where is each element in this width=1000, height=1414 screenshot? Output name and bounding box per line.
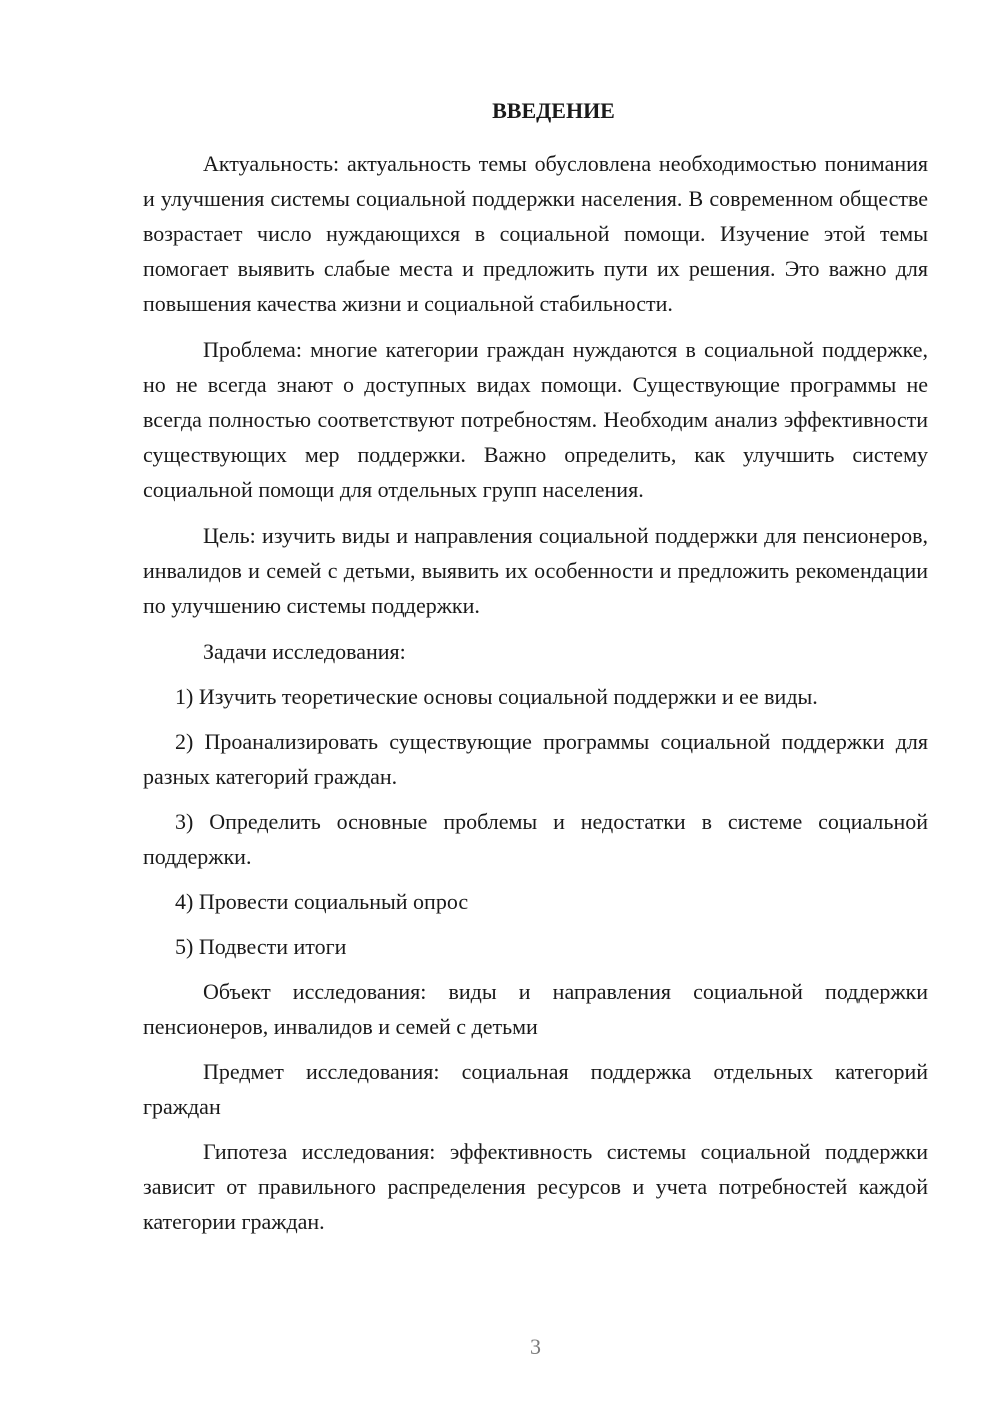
paragraph-relevance: Актуальность: актуальность темы обусловлена необходимостью понимания и улучшения системы социальной поддержки населения. В современном обществе возрастает число нуждающихся в социальной помощи. Изучение этой темы помогает выявить слабые места и предложить пути их решения. Это важно для повышения качества жизни и социальной стабильности. (143, 151, 928, 316)
page-number: 3 (530, 1334, 541, 1359)
task-item-1: 1) Изучить теоретические основы социальной поддержки и ее виды. (175, 684, 818, 709)
document-body (143, 96, 928, 1239)
paragraph-problem: Проблема: многие категории граждан нуждаются в социальной поддержке, но не всегда знают о доступных видах помощи. Существующие программы не всегда полностью соответствуют потребностям. Необходим анализ эффективности существующих мер поддержки. Важно определить, как улучшить систему социальной помощи для отдельных групп населения. (143, 337, 928, 502)
task-item-5: 5) Подвести итоги (175, 934, 347, 959)
section-heading: ВВЕДЕНИЕ (492, 98, 615, 123)
paragraph-goal: Цель: изучить виды и направления социальной поддержки для пенсионеров, инвалидов и семей с детьми, выявить их особенности и предложить рекомендации по улучшению системы поддержки. (143, 523, 928, 618)
task-item-2: 2) Проанализировать существующие программы социальной поддержки для разных категорий граждан. (143, 729, 928, 789)
task-item-3: 3) Определить основные проблемы и недостатки в системе социальной поддержки. (143, 809, 928, 869)
paragraph-hypothesis: Гипотеза исследования: эффективность системы социальной поддержки зависит от правильного распределения ресурсов и учета потребностей каждой категории граждан. (143, 1139, 928, 1234)
paragraph-object: Объект исследования: виды и направления социальной поддержки пенсионеров, инвалидов и семей с детьми (143, 979, 928, 1039)
paragraph-subject: Предмет исследования: социальная поддержка отдельных категорий граждан (143, 1059, 928, 1119)
paragraph-tasks-title: Задачи исследования: (203, 639, 406, 664)
task-item-4: 4) Провести социальный опрос (175, 889, 469, 914)
